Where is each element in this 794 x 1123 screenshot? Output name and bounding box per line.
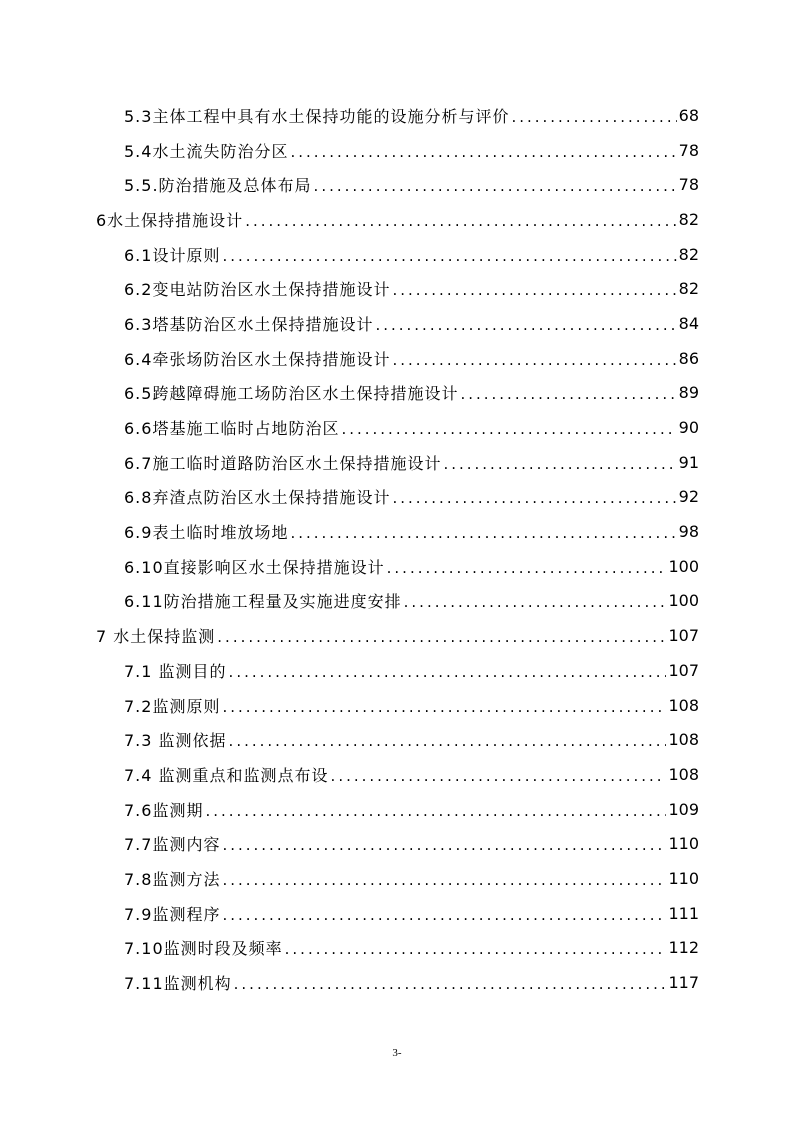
toc-entry-title: 7.11监测机构 [124, 974, 232, 994]
toc-entry-title: 5.4水土流失防治分区 [124, 141, 289, 161]
toc-entry[interactable] [124, 757, 699, 792]
toc-entry[interactable] [124, 931, 699, 966]
toc-entry[interactable] [124, 237, 699, 272]
toc-page-number: 90 [678, 418, 699, 438]
toc-entry[interactable] [124, 722, 699, 757]
toc-entry-title: 6.9表土临时堆放场地 [124, 523, 289, 543]
toc-page-number: 78 [678, 140, 699, 160]
toc-dot-leader [460, 383, 676, 402]
toc-entry[interactable] [124, 167, 699, 202]
toc-entry-title: 6.7施工临时道路防治区水土保持措施设计 [124, 453, 442, 473]
toc-entry[interactable] [124, 410, 699, 445]
toc-dot-leader [392, 349, 676, 368]
toc-page-number: 89 [678, 383, 699, 403]
toc-page-number: 109 [668, 799, 699, 819]
toc-entry-title: 7.9监测程序 [124, 904, 221, 924]
toc-page-number: 111 [668, 903, 699, 923]
toc-page-number: 78 [678, 175, 699, 195]
toc-entry[interactable] [124, 584, 699, 619]
toc-entry-title: 7.7监测内容 [124, 835, 221, 855]
toc-page-number: 98 [678, 522, 699, 542]
toc-entry[interactable] [124, 480, 699, 515]
toc-dot-leader [331, 765, 667, 784]
toc-page-number: 82 [678, 279, 699, 299]
toc-dot-leader [375, 314, 676, 333]
toc-entry[interactable] [124, 826, 699, 861]
toc-entry[interactable] [124, 514, 699, 549]
toc-entry-title: 7.1 监测目的 [124, 661, 227, 681]
toc-entry[interactable] [124, 688, 699, 723]
toc-entry-title: 6水土保持措施设计 [96, 210, 244, 230]
toc-dot-leader [290, 522, 676, 541]
toc-dot-leader [217, 626, 666, 645]
toc-dot-leader [443, 453, 676, 472]
toc-entry-title: 7.8监测方法 [124, 869, 221, 889]
toc-dot-leader [392, 487, 676, 506]
toc-entry-title: 6.4牵张场防治区水土保持措施设计 [124, 349, 391, 369]
toc-dot-leader [234, 973, 667, 992]
toc-entry-title: 7.3 监测依据 [124, 731, 227, 751]
toc-page-number: 68 [678, 105, 699, 125]
toc-entry[interactable] [124, 306, 699, 341]
toc-page-number: 108 [668, 730, 699, 750]
toc-dot-leader [205, 800, 666, 819]
toc-entry-title: 6.1设计原则 [124, 245, 221, 265]
page-number-footer: 3- [392, 1047, 402, 1059]
toc-dot-leader [314, 175, 677, 194]
toc-entry-title: 7.4 监测重点和监测点布设 [124, 765, 329, 785]
toc-entry-title: 6.5跨越障碍施工场防治区水土保持措施设计 [124, 384, 459, 404]
toc-page-number: 112 [668, 938, 699, 958]
toc-entry[interactable] [124, 965, 699, 1000]
toc-dot-leader [285, 938, 667, 957]
toc-entry-title: 6.2变电站防治区水土保持措施设计 [124, 280, 391, 300]
toc-entry-chapter[interactable] [96, 202, 699, 237]
toc-dot-leader [392, 279, 676, 298]
toc-dot-leader [222, 696, 666, 715]
toc-dot-leader [222, 904, 666, 923]
toc-page-number: 107 [668, 660, 699, 680]
toc-page-number: 108 [668, 695, 699, 715]
toc-dot-leader [229, 661, 667, 680]
toc-page-number: 100 [668, 591, 699, 611]
toc-entry-title: 6.10直接影响区水土保持措施设计 [124, 557, 385, 577]
toc-entry-title: 7.2监测原则 [124, 696, 221, 716]
table-of-contents [0, 98, 794, 1000]
toc-page-number: 117 [668, 973, 699, 993]
toc-page-number: 91 [678, 452, 699, 472]
toc-entry-chapter[interactable] [96, 618, 699, 653]
toc-entry-title: 5.3主体工程中具有水土保持功能的设施分析与评价 [124, 106, 510, 126]
toc-dot-leader [222, 869, 666, 888]
toc-page-number: 100 [668, 556, 699, 576]
toc-entry[interactable] [124, 861, 699, 896]
toc-entry[interactable] [124, 549, 699, 584]
toc-entry-title: 7.6监测期 [124, 800, 204, 820]
toc-dot-leader [290, 141, 676, 160]
toc-page-number: 107 [668, 626, 699, 646]
toc-dot-leader [387, 557, 667, 576]
toc-entry[interactable] [124, 341, 699, 376]
toc-dot-leader [511, 106, 676, 125]
toc-entry-title: 6.3塔基防治区水土保持措施设计 [124, 314, 374, 334]
toc-entry[interactable] [124, 792, 699, 827]
toc-page-number: 110 [668, 868, 699, 888]
toc-dot-leader [341, 418, 676, 437]
toc-entry-title: 6.11防治措施工程量及实施进度安排 [124, 592, 402, 612]
toc-dot-leader [222, 834, 666, 853]
toc-page-number: 84 [678, 313, 699, 333]
toc-dot-leader [404, 591, 667, 610]
toc-page-number: 86 [678, 348, 699, 368]
toc-entry[interactable] [124, 98, 699, 133]
toc-entry[interactable] [124, 896, 699, 931]
toc-dot-leader [229, 730, 667, 749]
toc-dot-leader [222, 245, 676, 264]
toc-entry-title: 7.10监测时段及频率 [124, 939, 283, 959]
toc-page-number: 82 [678, 209, 699, 229]
toc-entry[interactable] [124, 653, 699, 688]
toc-entry-title: 6.8弃渣点防治区水土保持措施设计 [124, 488, 391, 508]
toc-page-number: 82 [678, 244, 699, 264]
toc-page-number: 108 [668, 764, 699, 784]
toc-page-number: 110 [668, 834, 699, 854]
toc-entry[interactable] [124, 376, 699, 411]
toc-entry[interactable] [124, 271, 699, 306]
toc-entry-title: 5.5.防治措施及总体布局 [124, 176, 312, 196]
toc-page-number: 92 [678, 487, 699, 507]
toc-dot-leader [245, 210, 676, 229]
toc-entry[interactable] [124, 445, 699, 480]
toc-entry-title: 6.6塔基施工临时占地防治区 [124, 419, 340, 439]
toc-entry-title: 7 水土保持监测 [96, 627, 216, 647]
toc-entry[interactable] [124, 133, 699, 168]
